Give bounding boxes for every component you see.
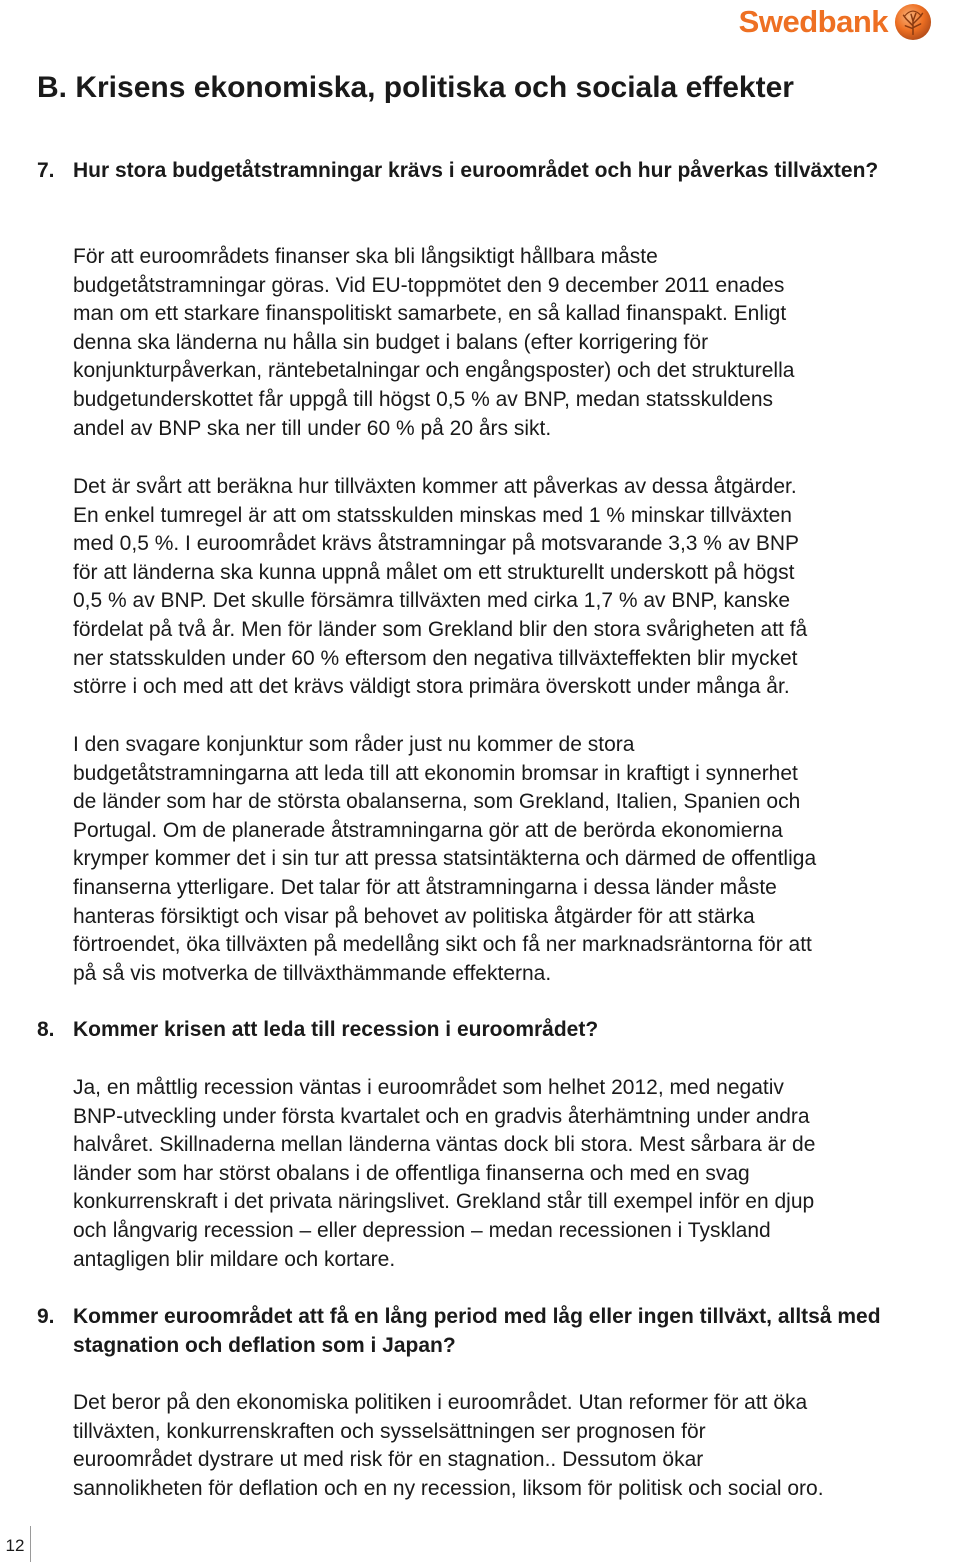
question-number: 7. [37,159,55,182]
paragraph: I den svagare konjunktur som råder just nu kommer de stora budgetåtstramningarna att leda till att ekonomin bromsar in kraftigt i synnerhet de länder som har de största obalanserna, som Grekland, Italien, Spanien och Portugal. Om de planerade åtstramningarna gör att de berörda ekonomierna krymper kommer det i sin tur att pressa statsintäkterna och därmed de offentliga finanserna ytterligare. Det talar för att åtstramningarna i dessa länder måste hanteras försiktigt och visar på behovet av politiska åtgärder för att stärka förtroendet, öka tillväxten på medellång sikt och få ner marknadsräntorna för att på så vis motverka de tillväxthämmande effekterna. [73,733,817,985]
section-title: B. Krisens ekonomiska, politiska och sociala effekter [37,71,794,104]
paragraph: Det beror på den ekonomiska politiken i euroområdet. Utan reformer för att öka tillväxten, konkurrenskraften och sysselsättningen ser prognosen för euroområdet dystrare ut med risk för en stagnation.. Dessutom ökar sannolikheten för deflation och en ny recession, liksom för politisk och social oro. [73,1391,824,1500]
question-title: Kommer euroområdet att få en lång period med låg eller ingen tillväxt, alltså med stagnation och deflation som i Japan? [73,1305,881,1357]
paragraph: För att euroområdets finanser ska bli långsiktigt hållbara måste budgetåtstramningar göras. Vid EU-toppmötet den 9 december 2011 enades man om ett starkare finanspolitiskt samarbete, en så kallad finanspakt. Enligt denna ska länderna nu hålla sin budget i balans (efter korrigering för konjunkturpåverkan, räntebetalningar och engångsposter) och det strukturella budgetunderskottet får uppgå till högst 0,5 % av BNP, medan statsskuldens andel av BNP ska ner till under 60 % på 20 års sikt. [73,245,795,440]
question-7-heading [37,157,960,186]
logo-wordmark: Swedbank [738,4,888,39]
swedbank-logo [739,2,932,42]
page-number-divider [30,1526,31,1562]
page-number: 12 [5,1536,25,1555]
question-title: Hur stora budgetåtstramningar krävs i euroområdet och hur påverkas tillväxten? [73,159,879,182]
question-title: Kommer krisen att leda till recession i euroområdet? [73,1018,599,1041]
paragraph: Ja, en måttlig recession väntas i euroområdet som helhet 2012, med negativ BNP-utveckling under första kvartalet och en gradvis återhämtning under andra halvåret. Skillnaderna mellan länderna väntas dock bli stora. Mest sårbara är de länder som har störst obalans i de offentliga finanserna och med en svag konkurrenskraft i det privata näringslivet. Grekland står till exempel inför en djup och långvarig recession – eller depression – medan recessionen i Tyskland antagligen blir mildare och kortare. [73,1076,816,1271]
paragraph: Det är svårt att beräkna hur tillväxten kommer att påverkas av dessa åtgärder. En enkel tumregel är att om statsskulden minskas med 1 % minskar tillväxten med 0,5 %. I euroområdet krävs åtstramningar på motsvarande 3,3 % av BNP för att länderna ska kunna uppnå målet om ett strukturellt underskott på högst 0,5 % av BNP. Det skulle försämra tillväxten med cirka 1,7 % av BNP, kanske fördelat på två år. Men för länder som Grekland blir den stora svårigheten att få ner statsskulden under 60 % eftersom den negativa tillväxteffekten blir mycket större i och med att det krävs väldigt stora primära överskott under många år. [73,475,808,699]
question-number: 9. [37,1305,55,1328]
oak-tree-emblem-icon [894,3,932,41]
question-number: 8. [37,1018,55,1041]
question-9-heading [37,1303,960,1360]
question-8-heading [37,1016,960,1045]
